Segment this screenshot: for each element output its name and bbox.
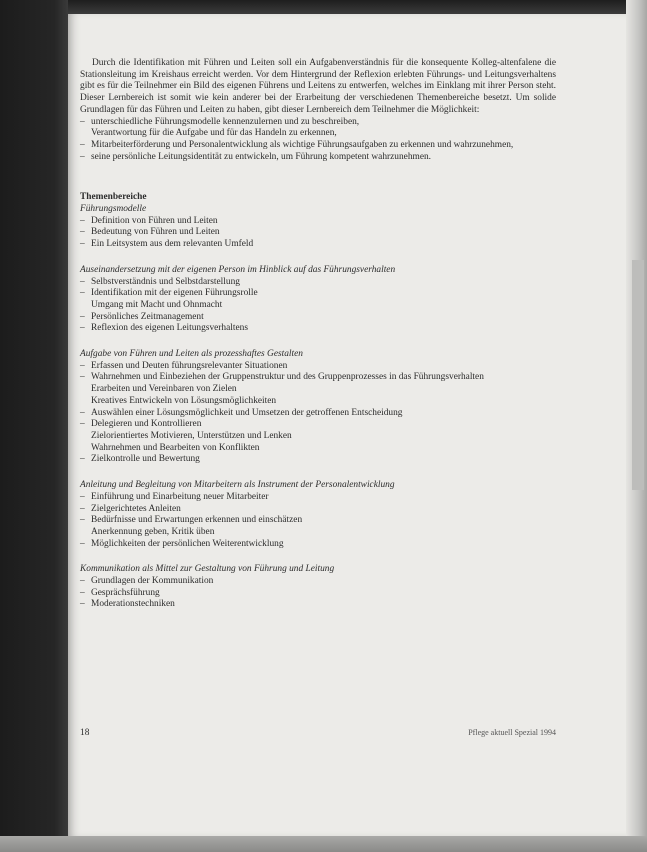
- item-continuation: Kreatives Entwickeln von Lösungsmöglichkeiten: [91, 395, 277, 406]
- topic-item: [80, 504, 556, 516]
- topic-item: [80, 515, 556, 538]
- bullet-line: – Mitarbeiterförderung und Personalentwicklung als wichtige Führungsaufgaben zu erkennen und wahrzunehmen,: [91, 139, 514, 150]
- intro-bullet-list: [80, 117, 556, 164]
- topic-heading: Aufgabe von Führen und Leiten als prozesshaftes Gestalten: [80, 349, 303, 360]
- intro-bullet: [80, 117, 556, 140]
- item-line: – Reflexion des eigenen Leitungsverhaltens: [91, 323, 248, 334]
- item-line: – Auswählen einer Lösungsmöglichkeit und Umsetzen der getroffenen Entscheidung: [91, 407, 403, 418]
- topic-heading: Auseinandersetzung mit der eigenen Person im Hinblick auf das Führungsverhalten: [80, 264, 396, 275]
- facing-page-shadow: [632, 260, 644, 490]
- footer-publication-note: Pflege aktuell Spezial 1994: [468, 728, 556, 737]
- item-line: – Selbstverständnis und Selbstdarstellung: [91, 276, 240, 287]
- topic-heading: Führungsmodelle: [80, 204, 147, 215]
- topic-item: [80, 599, 556, 611]
- topic-list: [80, 492, 556, 551]
- topic-list: [80, 277, 556, 336]
- topic-item: [80, 361, 556, 373]
- topic-group-kommunikation: [80, 564, 556, 611]
- item-line: – Erfassen und Deuten führungsrelevanter Situationen: [91, 360, 288, 371]
- item-line: – Gesprächsführung: [91, 587, 160, 598]
- intro-bullet: [80, 152, 556, 164]
- item-line: – Persönliches Zeitmanagement: [91, 311, 204, 322]
- item-line: – Einführung und Einarbeitung neuer Mitarbeiter: [91, 491, 269, 502]
- topic-item: [80, 588, 556, 600]
- item-line: – Möglichkeiten der persönlichen Weiterentwicklung: [91, 538, 284, 549]
- page-content: [80, 58, 556, 611]
- topic-item: [80, 277, 556, 289]
- intro-bullet: [80, 140, 556, 152]
- topic-item: [80, 323, 556, 335]
- page-number: 18: [80, 728, 90, 738]
- topic-group-fuehrungsmodelle: [80, 204, 556, 251]
- item-continuation: Zielorientiertes Motivieren, Unterstützen und Lenken: [91, 430, 292, 441]
- bullet-continuation: Verantwortung für die Aufgabe und für das Handeln zu erkennen,: [91, 128, 337, 139]
- item-line: – Zielgerichtetes Anleiten: [91, 503, 181, 514]
- topic-group-eigene-person: [80, 265, 556, 335]
- item-line: – Bedürfnisse und Erwartungen erkennen und einschätzen: [91, 515, 303, 526]
- topic-heading: Kommunikation als Mittel zur Gestaltung von Führung und Leitung: [80, 564, 335, 575]
- topic-item: [80, 539, 556, 551]
- page-right-edge: [626, 0, 647, 852]
- topic-item: [80, 408, 556, 420]
- topic-heading: Anleitung und Begleitung von Mitarbeitern als Instrument der Personalentwicklung: [80, 480, 395, 491]
- topic-item: [80, 454, 556, 466]
- scanner-top-edge: [0, 0, 647, 14]
- bullet-line: – unterschiedliche Führungsmodelle kennenzulernen und zu beschreiben,: [91, 116, 360, 127]
- topic-item: [80, 216, 556, 228]
- item-line: – Grundlagen der Kommunikation: [91, 576, 214, 587]
- item-continuation: Erarbeiten und Vereinbaren von Zielen: [91, 384, 237, 395]
- section-title: Themenbereiche: [80, 192, 147, 203]
- topic-item: [80, 372, 556, 407]
- topic-list: [80, 216, 556, 251]
- topic-group-anleitung-begleitung: [80, 480, 556, 550]
- topic-item: [80, 227, 556, 239]
- item-line: – Wahrnehmen und Einbeziehen der Gruppenstruktur und des Gruppenprozesses in das Führungsverhalten: [91, 372, 484, 383]
- topic-item: [80, 239, 556, 251]
- topic-item: [80, 419, 556, 454]
- scanner-bottom-edge: [0, 836, 647, 852]
- item-line: – Ein Leitsystem aus dem relevanten Umfeld: [91, 239, 254, 250]
- item-line: – Bedeutung von Führen und Leiten: [91, 227, 220, 238]
- item-continuation: Anerkennung geben, Kritik üben: [91, 526, 215, 537]
- topic-item: [80, 492, 556, 504]
- scanner-left-edge: [0, 0, 68, 852]
- item-line: – Zielkontrolle und Bewertung: [91, 454, 200, 465]
- topic-list: [80, 361, 556, 466]
- intro-section: [80, 58, 556, 163]
- item-line: – Identifikation mit der eigenen Führungsrolle: [91, 288, 258, 299]
- topic-group-prozesshaftes-gestalten: [80, 349, 556, 466]
- bullet-line: – seine persönliche Leitungsidentität zu entwickeln, um Führung kompetent wahrzunehmen.: [91, 151, 432, 162]
- item-line: – Delegieren und Kontrollieren: [91, 419, 202, 430]
- topic-item: [80, 288, 556, 311]
- item-line: – Definition von Führen und Leiten: [91, 215, 218, 226]
- topic-item: [80, 312, 556, 324]
- item-line: – Moderationstechniken: [91, 599, 175, 610]
- item-continuation: Umgang mit Macht und Ohnmacht: [91, 299, 223, 310]
- intro-paragraph: Durch die Identifikation mit Führen und Leiten soll ein Aufgabenverständnis für die konsequente Kolleg-altenfalene die Stationsleitung im Kreishaus erreicht werden. Vor dem Hintergrund der Reflexion erlebten Führungs- und Leitungsverhaltens gibt es für die Teilnehmer ein Bild des eigenen Führens und Leitens zu entwerfen, welches im Einklang mit ihrer Person steht. Dieser Lernbereich ist somit wie kein anderer bei der Erarbeitung der verschiedenen Themenbereiche besetzt. Um solide Grundlagen für das Führen und Leiten zu haben, gibt dieser Lernbereich dem Teilnehmer die Möglichkeit:: [80, 58, 556, 115]
- topic-item: [80, 576, 556, 588]
- topic-list: [80, 576, 556, 611]
- item-continuation: Wahrnehmen und Bearbeiten von Konflikten: [91, 442, 260, 453]
